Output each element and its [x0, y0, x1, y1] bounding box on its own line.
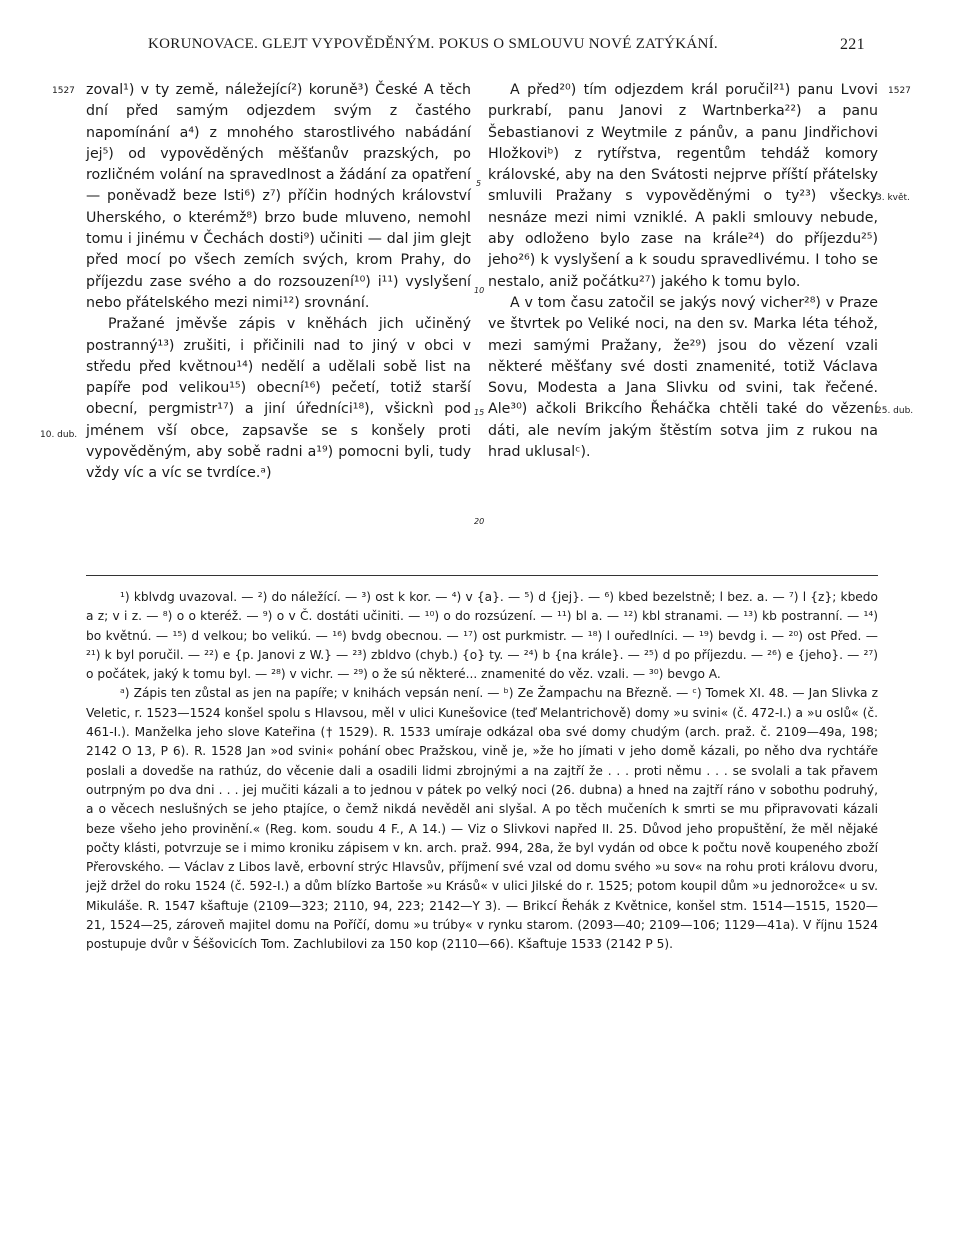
- page-number: 221: [840, 36, 865, 53]
- left-paragraph-1: zoval¹) v ty země, náležející²) koruně³) České A těch dní před samým odjezdem svým z častého napomínání a⁴) z mnohého starostlivého nabádání jej⁵) od vypověděných měšťanův prazských, po rozličném volání na spravedlnost a žádání za opatření — poněvadž beze lsti⁶) z⁷) příčin hodných království Uherského, o kterémž⁸) brzo bude mluveno, nemohl tomu i jinému v Čechách dosti⁹) učiniti — dal jim glejt před mocí po všech zemích svých, krom Prahy, do příjezdu zase svého a do rozsouzení¹⁰) i¹¹) vyslyšení nebo přátelského mezi nimi¹²) srovnání.: [86, 82, 471, 311]
- line-number-10: 10: [474, 286, 485, 295]
- running-title: KORUNOVACE. GLEJT VYPOVĚDĚNÝM. POKUS O SMLOUVU NOVÉ ZATÝKÁNÍ.: [148, 36, 718, 52]
- left-paragraph-2: Pražané jměvše zápis v kněhách jich učiněný postranný¹³) zrušiti, i přičinili nad to jiný v obci v středu před květnou¹⁴) nedělí a udělali sobě list na papíře pod velikou¹⁵) obecní¹⁶) pečetí, totiž starší obecní, pergmistr¹⁷) a jiní úředníci¹⁸), všicknì pod jménem vší obce, zapsavše se s konšely proti vypověděným, aby sobě radni a¹⁹) pomocni byli, tudy vždy víc a víc se tvrdíce.ᵃ): [86, 316, 471, 482]
- footnote-divider: [86, 575, 878, 576]
- right-paragraph-1: A před²⁰) tím odjezdem král poručil²¹) panu Lvovi purkrabí, panu Janovi z Wartnberka²²) a panu Šebastianovi z Weytmile z pánův, a panu Jindřichovi Hložkoviᵇ) z rytířstva, regentům tehdáž komory královské, aby na den Svátosti nejprve příští přátelsky smluvili Pražany s vypověděnými o ty²³) všecky nesnáze mezi nimi vzniklé. A pakli smlouvy nebude, aby odloženo bylo zase na krále²⁴) do příjezdu²⁵) jeho²⁶) k vyslyšení a k soudu spravedlivému. I toho se nestalo, aniž počátku²⁷) jakého k tomu bylo.: [488, 82, 878, 290]
- line-number-15: 15: [474, 408, 485, 417]
- margin-date-right-2: 25. dub.: [876, 406, 914, 416]
- margin-year-right: 1527: [888, 86, 911, 96]
- variant-readings: ¹) kblvdg uvazoval. — ²) do náležící. — ³) ost k kor. — ⁴) v {a}. — ⁵) d {jej}. — ⁶) kbed bezelstně; l bez. a. — ⁷) l {z}; kbedo a z; v i z. — ⁸) o o kteréž. — ⁹) o v Č. dostáti učiniti. — ¹⁰) o do rozsúzení. — ¹¹) bl a. — ¹²) kbl stranami. — ¹³) kb postranní. — ¹⁴) bo květnú. — ¹⁵) d velkou; bo velikú. — ¹⁶) bvdg obecnou. — ¹⁷) ost purkmistr. — ¹⁸) l ouředlníci. — ¹⁹) bevdg i. — ²⁰) ost Před. — ²¹) k byl poručil. — ²²) e {p. Janovi z W.} — ²³) zbldvo (chyb.) {o} ty. — ²⁴) b {na krále}. — ²⁵) d po příjezdu. — ²⁶) e {jeho}. — ²⁷) o počátek, jaký k tomu byl. — ²⁸) v vichr. — ²⁹) o že sú některé... znamenité do věz. vzali. — ³⁰) bevgo A.: [86, 590, 878, 682]
- footnotes: [86, 588, 878, 955]
- right-column: [488, 80, 878, 463]
- right-paragraph-2: A v tom času zatočil se jakýs nový vicher²⁸) v Praze ve štvrtek po Veliké noci, na den sv. Marka léta téhož, mezi samými Pražany, že²⁹) jsou do vězení vzali některé měšťany své dosti znamenité, totiž Václava Sovu, Modesta a Jana Slivku od svini, tak řečené. Ale³⁰) ačkoli Brikcího Řeháčka chtěli také do vězení dáti, ale nevím jakým štěstím sotva jim z rukou na hrad uklusalᶜ).: [488, 294, 878, 461]
- line-number-20: 20: [474, 517, 485, 526]
- running-header: [0, 36, 960, 62]
- margin-year-left: 1527: [52, 86, 75, 96]
- line-number-5: 5: [476, 179, 482, 188]
- left-column: [86, 80, 471, 485]
- margin-date-right-1: 3. květ.: [876, 193, 910, 203]
- margin-date-left: 10. dub.: [40, 430, 78, 440]
- explanatory-notes: ᵃ) Zápis ten zůstal as jen na papíře; v knihách vepsán není. — ᵇ) Ze Žampachu na Březně. — ᶜ) Tomek XI. 48. — Jan Slivka z Veletic, r. 1523—1524 konšel spolu s Hlavsou, měl v ulici Kunešovice (teď Melantrichově) domy »u svini« (č. 472-I.) a »u oslů« (č. 461-I.). Manželka jeho slove Kateřina († 1529). R. 1533 umíraje odkázal oba své domy chudým (arch. praž. č. 2109—49a, 198; 2142 O 13, P 6). R. 1528 Jan »od svini« pohání obec Pražskou, vině je, »že ho jímati v jeho domě kázali, po něho dva rychtáře poslali a dovedše na rathúz, do věcenie dali a osadili lidmi zbrojnými a na zajtří že . . . proti němu . . . se svolali a tak přavem outrpným po dva dni . . . jej mučiti kázali a to jednou v pátek po velký noci (26. dubna) a hned na zajtří ráno v sobothu podruhý, a o věcech neslušných se jeho ptajíce, o čemž nikdá nevěděl ani slyšal. A po těch mučeních k smrti se mu připravovati kázali beze všeho jeho provinění.« (Reg. kom. soudu 4 F., A 14.) — Viz o Slivkovi napřed II. 25. Důvod jeho propuštění, že měl nějaké počty klásti, potvrzuje se i mimo kroniku zápisem v kn. arch. praž. 994, 28a, že byl vydán od obce k počtu nově koupeného zboží Přerovského. — Václav z Libos lavě, erbovní strýc Hlavsův, příjmení své vzal od domu svého »u sov« na rohu proti královu dvoru, jejž držel do roku 1524 (č. 592-I.) a dům blízko Bartoše »u Krásů« v ulici Jilské do r. 1525; potom koupil dům »u jednorožce« u sv. Mikuláše. R. 1547 kšaftuje (2109—323; 2110, 94, 223; 2142—Y 3). — Brikcí Řehák z Květnice, konšel stm. 1514—1515, 1520—21, 1524—25, zároveň majitel domu na Poříčí, domu »u trúby« v rynku starom. (2093—40; 2109—106; 1129—41a). V říjnu 1524 postupuje dvůr v Šéšovicích Tom. Zachlubilovi za 150 kop (2110—66). Kšaftuje 1533 (2142 P 5).: [86, 686, 878, 952]
